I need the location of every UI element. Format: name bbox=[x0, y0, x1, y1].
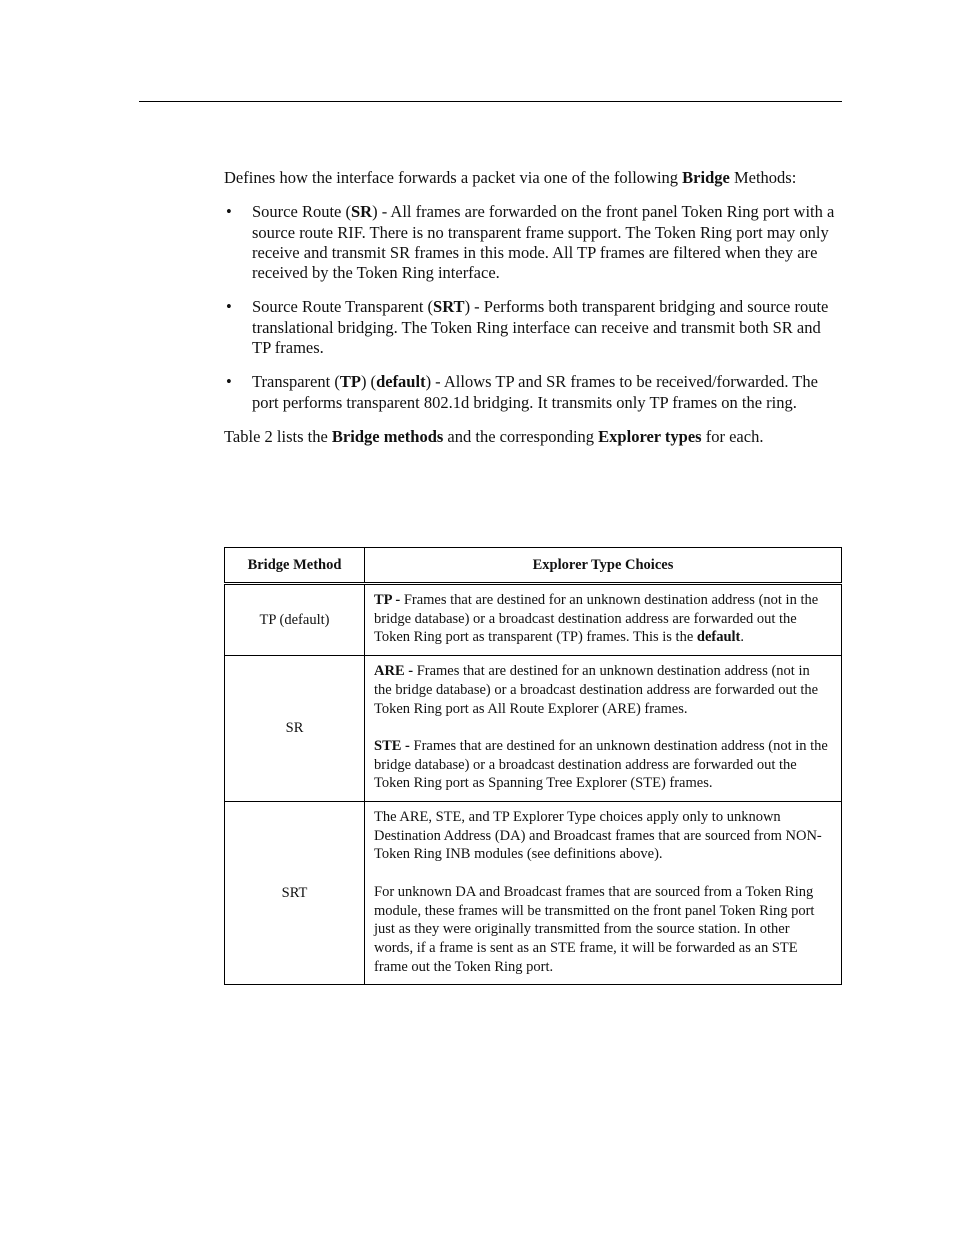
description-cell: TP - Frames that are destined for an unknown destination address (not in the bridge database) or a broadcast destination address are forwarded out the Token Ring port as transparent (TP) frames. This is the default. bbox=[365, 584, 842, 656]
description-paragraph: STE - Frames that are destined for an unknown destination address (not in the bridge database) or a broadcast destination address are forwarded out the Token Ring port as Spanning Tree Explorer (STE) frames. bbox=[374, 737, 828, 792]
header-rule bbox=[139, 101, 842, 102]
table-reference-paragraph: Table 2 lists the Bridge methods and the corresponding Explorer types for each. bbox=[224, 426, 764, 446]
description-cell bbox=[365, 802, 842, 985]
bullet-icon: • bbox=[226, 202, 232, 222]
table-header-row bbox=[225, 548, 842, 584]
list-item-tp: • Transparent (TP) (default) - Allows TP and SR frames to be received/forwarded. The port performs transparent 802.1d bridging. It transmits only TP frames on the ring. bbox=[226, 372, 818, 412]
method-cell: SR bbox=[225, 656, 365, 802]
table-row bbox=[225, 656, 842, 802]
table-row bbox=[225, 584, 842, 656]
description-paragraph: For unknown DA and Broadcast frames that are sourced from a Token Ring module, these frames will be transmitted on the front panel Token Ring port just as they were originally transmitted from the source station. In other words, if a frame is sent as an STE frame, it will be forwarded as an STE frame out the Token Ring port. bbox=[374, 883, 815, 975]
body-text bbox=[224, 168, 842, 447]
bullet-icon: • bbox=[226, 372, 232, 392]
list-item-srt: • Source Route Transparent (SRT) - Performs both transparent bridging and source route translational bridging. The Token Ring interface can receive and transmit both SR and TP frames. bbox=[226, 297, 829, 358]
column-header-explorer-type: Explorer Type Choices bbox=[365, 548, 842, 584]
description-cell bbox=[365, 656, 842, 802]
bridge-method-table bbox=[224, 547, 842, 985]
bullet-icon: • bbox=[226, 297, 232, 317]
method-cell: TP (default) bbox=[225, 584, 365, 656]
column-header-bridge-method: Bridge Method bbox=[225, 548, 365, 584]
table-row bbox=[225, 802, 842, 985]
intro-paragraph: Defines how the interface forwards a packet via one of the following Bridge Methods: bbox=[224, 168, 797, 187]
bridge-method-list bbox=[224, 202, 842, 413]
description-paragraph: The ARE, STE, and TP Explorer Type choices apply only to unknown Destination Address (DA) and Broadcast frames that are sourced from NON-Token Ring INB modules (see definitions above). bbox=[374, 809, 822, 863]
method-cell: SRT bbox=[225, 802, 365, 985]
description-paragraph: ARE - Frames that are destined for an unknown destination address (not in the bridge database) or a broadcast destination address are forwarded out the Token Ring port as All Route Explorer (ARE) frames. bbox=[374, 663, 819, 717]
list-item-sr: • Source Route (SR) - All frames are forwarded on the front panel Token Ring port with a source route RIF. There is no transparent frame support. The Token Ring port may only receive and transmit SR frames in this mode. All TP frames are filtered when they are received by the Token Ring interface. bbox=[226, 202, 835, 283]
